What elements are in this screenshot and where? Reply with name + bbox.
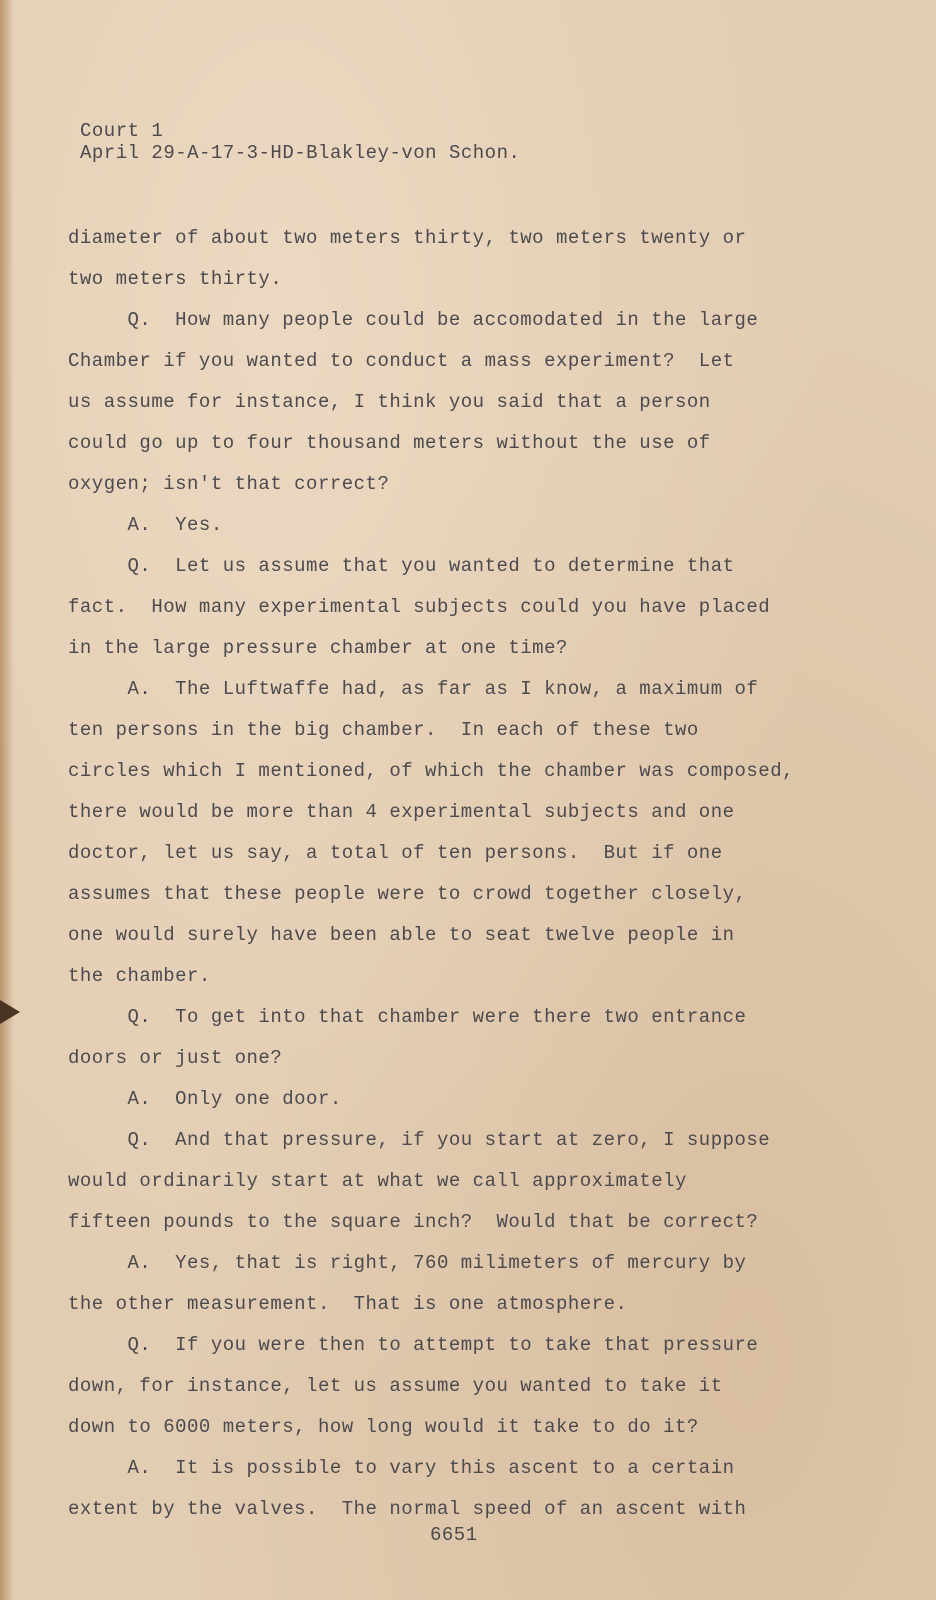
text-line: A. Only one door. bbox=[68, 1088, 342, 1110]
text-line: there would be more than 4 experimental subjects and one bbox=[68, 801, 735, 823]
text-line: doctor, let us say, a total of ten persons. But if one bbox=[68, 842, 723, 864]
text-line: A. The Luftwaffe had, as far as I know, a maximum of bbox=[68, 678, 759, 700]
text-line: A. It is possible to vary this ascent to a certain bbox=[68, 1457, 735, 1479]
text-line: fifteen pounds to the square inch? Would that be correct? bbox=[68, 1211, 759, 1233]
text-line: us assume for instance, I think you said that a person bbox=[68, 391, 711, 413]
text-line: oxygen; isn't that correct? bbox=[68, 473, 390, 495]
text-line: assumes that these people were to crowd together closely, bbox=[68, 883, 747, 905]
text-line: down to 6000 meters, how long would it take to do it? bbox=[68, 1416, 699, 1438]
text-line: Q. If you were then to attempt to take that pressure bbox=[68, 1334, 759, 1356]
text-line: could go up to four thousand meters without the use of bbox=[68, 432, 711, 454]
text-line: diameter of about two meters thirty, two meters twenty or bbox=[68, 227, 747, 249]
text-line: in the large pressure chamber at one time? bbox=[68, 637, 568, 659]
text-line: Q. How many people could be accomodated in the large bbox=[68, 309, 759, 331]
text-line: circles which I mentioned, of which the chamber was composed, bbox=[68, 760, 795, 782]
text-line: the other measurement. That is one atmosphere. bbox=[68, 1293, 628, 1315]
header-reference: April 29-A-17-3-HD-Blakley-von Schon. bbox=[80, 142, 521, 164]
text-line: would ordinarily start at what we call approximately bbox=[68, 1170, 687, 1192]
text-line: ten persons in the big chamber. In each of these two bbox=[68, 719, 699, 741]
text-line: down, for instance, let us assume you wanted to take it bbox=[68, 1375, 723, 1397]
page-number: 6651 bbox=[430, 1524, 478, 1546]
document-header bbox=[80, 120, 520, 164]
text-line: the chamber. bbox=[68, 965, 211, 987]
paper-tear-mark bbox=[0, 1000, 20, 1024]
paper-edge-shadow bbox=[0, 0, 14, 1600]
text-line: A. Yes, that is right, 760 milimeters of mercury by bbox=[68, 1252, 747, 1274]
text-line: fact. How many experimental subjects could you have placed bbox=[68, 596, 771, 618]
text-line: Q. To get into that chamber were there two entrance bbox=[68, 1006, 747, 1028]
text-line: Q. Let us assume that you wanted to determine that bbox=[68, 555, 735, 577]
header-court: Court 1 bbox=[80, 120, 164, 142]
text-line: Chamber if you wanted to conduct a mass experiment? Let bbox=[68, 350, 735, 372]
text-line: extent by the valves. The normal speed of an ascent with bbox=[68, 1498, 747, 1520]
text-line: Q. And that pressure, if you start at zero, I suppose bbox=[68, 1129, 771, 1151]
text-line: doors or just one? bbox=[68, 1047, 283, 1069]
text-line: A. Yes. bbox=[68, 514, 223, 536]
text-line: two meters thirty. bbox=[68, 268, 283, 290]
text-line: one would surely have been able to seat twelve people in bbox=[68, 924, 735, 946]
transcript-body bbox=[68, 218, 858, 1530]
